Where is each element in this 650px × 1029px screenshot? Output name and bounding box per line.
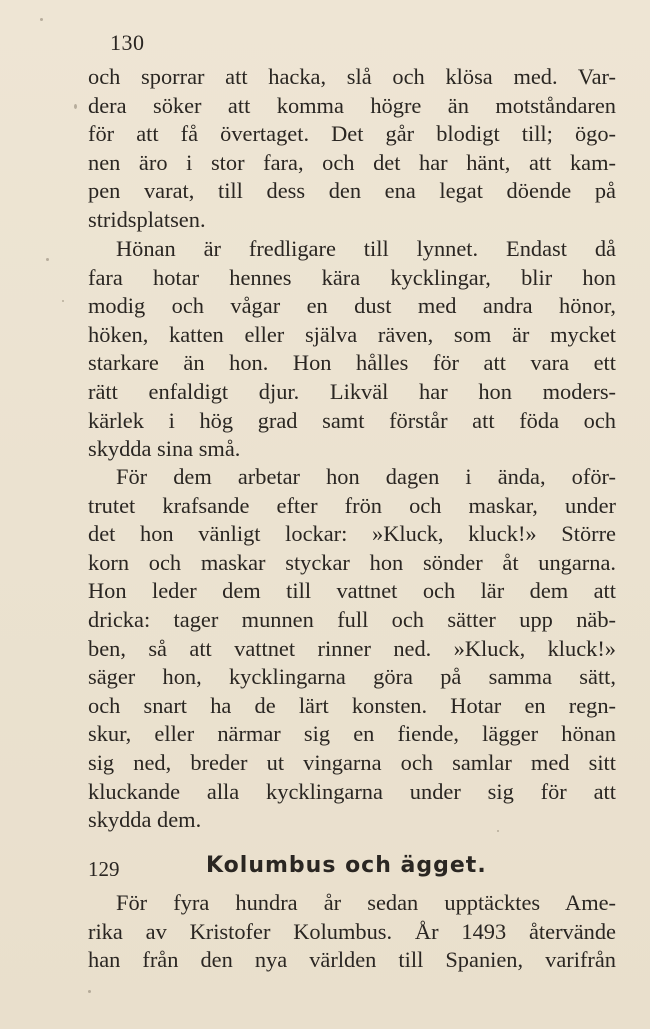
text-line: skur, eller närmar sig en fiende, lägger hönan xyxy=(88,721,616,747)
paragraph-hen-care xyxy=(88,463,616,835)
text-line: kärlek i hög grad samt förstår att föda och xyxy=(88,407,616,433)
text-line: Hon leder dem till vattnet och lär dem att xyxy=(88,578,616,604)
text-line: För fyra hundra år sedan upptäcktes Ame- xyxy=(116,890,616,915)
paper-speck xyxy=(88,990,91,993)
text-line: Hönan är fredligare till lynnet. Endast då xyxy=(116,236,616,261)
text-line: skydda sina små. xyxy=(88,436,241,462)
text-line: stridsplatsen. xyxy=(88,206,206,232)
text-line: rika av Kristofer Kolumbus. År 1493 återvände xyxy=(88,918,616,944)
text-line: trutet krafsande efter frön och maskar, under xyxy=(88,492,616,518)
text-line: För dem arbetar hon dagen i ända, oför- xyxy=(116,464,616,489)
text-line: och snart ha de lärt konsten. Hotar en regn- xyxy=(88,692,616,718)
text-line: dera söker att komma högre än motståndaren xyxy=(88,92,616,118)
section-number: 129 xyxy=(88,857,120,881)
paragraph-hen-nature xyxy=(88,235,616,464)
paper-speck xyxy=(497,830,499,832)
text-line: det hon vänligt lockar: »Kluck, kluck!» Större xyxy=(88,521,616,547)
text-line: rätt enfaldigt djur. Likväl har hon moders- xyxy=(88,378,616,404)
text-line: modig och vågar en dust med andra hönor, xyxy=(88,293,616,319)
text-line: skydda dem. xyxy=(88,807,202,833)
text-line: sig ned, breder ut vingarna och samlar med sitt xyxy=(88,749,616,775)
text-line: ben, så att vattnet rinner ned. »Kluck, kluck!» xyxy=(88,635,616,661)
text-line: korn och maskar styckar hon sönder åt ungarna. xyxy=(88,549,616,575)
text-line: pen varat, till dess den ena legat döende på xyxy=(88,178,616,204)
section-title: Kolumbus och ägget. xyxy=(206,853,487,878)
page-number: 130 xyxy=(110,30,145,55)
paragraph-rooster-fight xyxy=(88,63,616,235)
section-heading xyxy=(88,853,616,887)
paper-speck xyxy=(40,18,43,21)
text-line: fara hotar hennes kära kycklingar, blir hon xyxy=(88,264,616,290)
text-line: för att få övertaget. Det går blodigt till; ögo- xyxy=(88,121,616,147)
text-line: säger hon, kycklingarna göra på samma sätt, xyxy=(88,664,616,690)
paper-speck xyxy=(74,104,77,109)
paper-speck xyxy=(46,258,49,261)
text-line: höken, katten eller själva räven, som är mycket xyxy=(88,321,616,347)
text-line: han från den nya världen till Spanien, varifrån xyxy=(88,947,616,973)
text-line: starkare än hon. Hon hålles för att vara ett xyxy=(88,350,616,376)
text-line: dricka: tager munnen full och sätter upp näb- xyxy=(88,606,616,632)
paragraph-columbus xyxy=(88,889,616,975)
text-line: kluckande alla kycklingarna under sig för att xyxy=(88,778,616,804)
paper-speck xyxy=(62,300,64,302)
text-line: nen äro i stor fara, och det har hänt, att kam- xyxy=(88,149,616,175)
text-line: och sporrar att hacka, slå och klösa med. Var- xyxy=(88,64,616,89)
